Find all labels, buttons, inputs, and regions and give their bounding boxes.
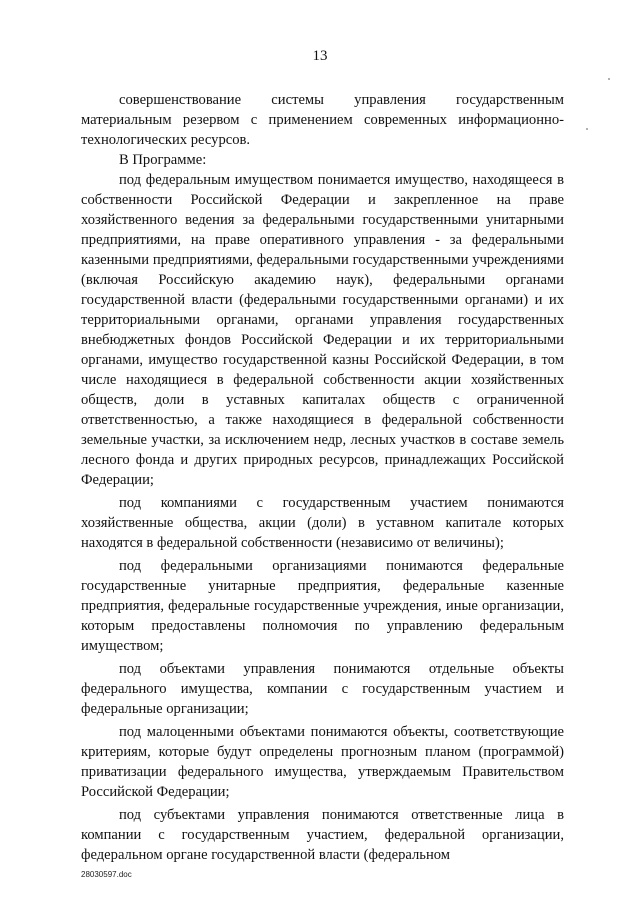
scan-speck xyxy=(586,128,588,130)
paragraph-federal-property: под федеральным имуществом понимается имущество, находящееся в собственности Российской Федерации и закрепленное на праве хозяйственного ведения за федеральными государственными унитарными предприятиями, на праве оперативного управления - за федеральными казенными предприятиями, федеральными государственными учреждениями (включая Российскую академию наук), федеральными органами государственной власти (федеральными государственными органами) и их территориальными органами, органами управления государственных внебюджетных фондов Российской Федерации и их территориальными органами, имущество государственной казны Российской Федерации, в том числе находящиеся в федеральной собственности акции хозяйственных обществ, доли в уставных капиталах обществ с ограниченной ответственностью, а также находящиеся в федеральной собственности земельные участки, за исключением недр, лесных участков в составе земель лесного фонда и других природных ресурсов, принадлежащих Российской Федерации; xyxy=(81,172,564,488)
document-body xyxy=(81,90,564,865)
footer-filename: 28030597.doc xyxy=(81,870,132,879)
scan-speck xyxy=(608,78,610,80)
page-number: 13 xyxy=(312,48,328,64)
paragraph-resources: совершенствование системы управления государственным материальным резервом с применением современных информационно-технологических ресурсов. xyxy=(81,92,564,148)
paragraph-management-subjects: под субъектами управления понимаются ответственные лица в компании с государственным участием, федеральной организации, федеральном органе государственной власти (федеральном xyxy=(81,807,564,863)
paragraph-state-companies: под компаниями с государственным участием понимаются хозяйственные общества, акции (доли) в уставном капитале которых находятся в федеральной собственности (независимо от величины); xyxy=(81,495,564,551)
paragraph-federal-organizations: под федеральными организациями понимаются федеральные государственные унитарные предприятия, федеральные казенные предприятия, федеральные государственные учреждения, иные организации, которым предоставлены полномочия по управлению федеральным имуществом; xyxy=(81,558,564,654)
paragraph-management-objects: под объектами управления понимаются отдельные объекты федерального имущества, компании с государственным участием и федеральные организации; xyxy=(81,661,564,717)
paragraph-low-value-objects: под малоценными объектами понимаются объекты, соответствующие критериям, которые будут определены прогнозным планом (программой) приватизации федерального имущества, утверждаемым Правительством Российской Федерации; xyxy=(81,724,564,800)
paragraph-program-intro: В Программе: xyxy=(119,152,207,168)
